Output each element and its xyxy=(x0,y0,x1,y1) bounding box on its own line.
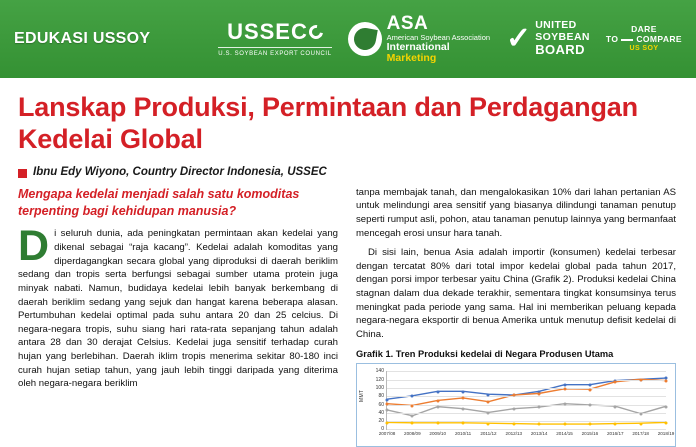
chart-data-point xyxy=(386,398,389,401)
ussec-subtitle: U.S. SOYBEAN EXPORT COUNCIL xyxy=(218,47,331,57)
chart-data-point xyxy=(614,381,617,384)
chart-x-tick: 2011/12 xyxy=(480,431,497,437)
logo-strip xyxy=(162,0,682,78)
dare-line1: DARE xyxy=(631,24,657,35)
chart-y-tick: 120 xyxy=(375,376,384,383)
chart-data-point xyxy=(512,394,515,397)
chart-y-tick: 60 xyxy=(378,401,384,408)
chart-data-point xyxy=(462,397,465,400)
chart-data-point xyxy=(411,422,414,425)
chart-x-tick: 2012/13 xyxy=(505,431,523,437)
brand-label: EDUKASI USSOY xyxy=(14,30,151,47)
byline-square-icon xyxy=(18,169,27,178)
dare-line2-compare: COMPARE xyxy=(636,33,682,44)
left-body xyxy=(18,222,338,390)
left-subheading: Mengapa kedelai menjadi salah satu komoditas terpenting bagi kehidupan manusia? xyxy=(18,186,300,218)
byline-text: Ibnu Edy Wiyono, Country Director Indonesia, USSEC xyxy=(33,165,327,178)
chart-data-point xyxy=(614,405,617,408)
chart-data-point xyxy=(639,422,642,425)
chart-data-point xyxy=(436,390,439,393)
chart-data-point xyxy=(462,422,465,425)
dare-divider-icon xyxy=(621,39,633,41)
ussec-wordmark xyxy=(227,21,323,43)
chart-y-tick: 140 xyxy=(375,368,384,375)
chart-data-point xyxy=(538,406,541,409)
chart-data-point xyxy=(436,399,439,402)
page-header xyxy=(0,0,696,78)
asa-international-text: International xyxy=(386,40,450,53)
chart-x-tick: 2017/18 xyxy=(632,431,649,437)
united-soybean-board-logo xyxy=(506,20,590,57)
chart-gridline xyxy=(387,380,666,381)
article-columns xyxy=(0,186,696,447)
chart-data-point xyxy=(563,423,566,426)
usb-line-soybean: SOYBEAN xyxy=(535,30,590,43)
chart-gridline xyxy=(387,371,666,372)
chart-data-point xyxy=(639,378,642,381)
chart-data-point xyxy=(588,423,591,426)
chart-data-point xyxy=(614,423,617,426)
asa-marketing-text: Marketing xyxy=(386,51,437,64)
chart-data-point xyxy=(411,395,414,398)
right-body xyxy=(356,186,676,342)
page-title: Lanskap Produksi, Permintaan dan Perdagangan Kedelai Global xyxy=(18,92,638,154)
chart-gridline xyxy=(387,396,666,397)
chart-x-tick: 2010/11 xyxy=(454,431,472,437)
chart-y-tick: 100 xyxy=(375,384,384,391)
chart-data-point xyxy=(563,388,566,391)
left-paragraph-1: Di seluruh dunia, ada peningkatan permintaan akan kedelai yang dikenal sebagai “raja kacang”. Kedelai adalah komoditas yang diperdagangkan secara global yang diproduksi di daerah beriklim sedang dan tropis serta berfungsi sebagai sumber utama protein juga minyak nabati. Namun, budidaya kedelai lebih banyak berkembang di daerah beriklim sedang yang sejuk dan hangat karena beberapa alasan. Pertumbuhan kedelai optimal pada suhu antara 20 dan 25 celcius. Di negara-negara tropis, suhu siang hari rata-rata sepanjang tahun adalah antara 28 dan 30 derajat Celsius. Kedelai juga sensitif terhadap curah hujan yang berlebihan. Daerah iklim tropis menerima sekitar 80-180 inci curah hujan setiap tahun, yang jauh lebih tinggi daripada yang diterima oleh negara-negara beriklim xyxy=(18,222,338,390)
chart-data-point xyxy=(436,406,439,409)
chart-x-tick: 2007/08 xyxy=(378,431,396,437)
chart-x-tick: 2018/19 xyxy=(657,431,675,437)
chart-data-point xyxy=(386,409,389,412)
chart-gridline xyxy=(387,429,666,430)
chart-data-point xyxy=(386,421,389,424)
right-paragraph-2: Di sisi lain, benua Asia adalah importir (konsumen) kedelai terbesar dengan tercatat 80% dari total impor kedelai global pada tahun 2017, dengan porsi impor terbesar yaitu China (Grafik 2). Produksi kedelai China stagnan dalam dua dekade terakhir, sementara tingkat konsumsinya terus meningkat pada periode yang sama. Hal ini memberikan peluang kepada negara-negara eksportir di benua Amerika untuk menutup defisit kedelai di China. xyxy=(356,247,676,340)
chart-data-point xyxy=(487,393,490,396)
usb-line-united: UNITED xyxy=(535,19,577,32)
chart-x-tick: 2015/16 xyxy=(581,431,599,437)
chart-line-china xyxy=(387,423,666,425)
chart-y-tick: 0 xyxy=(381,426,384,433)
asa-text-block xyxy=(387,14,490,64)
chart-data-point xyxy=(487,422,490,425)
right-paragraph-1: tanpa membajak tanah, dan mengalokasikan 10% dari lahan pertanian AS untuk melindungi area sensitif yang biasanya dilindungi tanaman penutup seperti rumput asli, pohon, atau tanaman penutup lainnya yang bermanfaat mencegah erosi unsur hara tanah. xyxy=(356,186,676,239)
chart-data-point xyxy=(462,390,465,393)
ussec-swirl-icon xyxy=(306,22,325,41)
chart-y-tick: 40 xyxy=(378,409,384,416)
chart-data-point xyxy=(588,384,591,387)
ussec-word-text: USSEC xyxy=(227,19,308,44)
dare-line2-to: TO xyxy=(605,33,619,44)
chart-data-point xyxy=(665,421,668,424)
chart-data-point xyxy=(639,413,642,416)
chart-data-point xyxy=(588,404,591,407)
chart-data-point xyxy=(588,388,591,391)
chart-x-tick: 2013/14 xyxy=(530,431,548,437)
chart-data-point xyxy=(487,411,490,414)
chart-line-argentina xyxy=(387,404,666,416)
chart-y-axis-label: MMT xyxy=(359,390,365,403)
dare-line2 xyxy=(606,35,682,45)
checkmark-icon: ✓ xyxy=(506,21,532,55)
dare-line3: US SOY xyxy=(629,44,659,52)
chart-data-point xyxy=(563,384,566,387)
chart-data-point xyxy=(462,408,465,411)
chart-data-point xyxy=(386,403,389,406)
chart-x-tick: 2016/17 xyxy=(606,431,624,437)
chart-x-tick: 2008/09 xyxy=(404,431,421,437)
chart-data-point xyxy=(411,404,414,407)
chart-data-point xyxy=(512,408,515,411)
chart-data-point xyxy=(563,403,566,406)
chart-data-point xyxy=(436,422,439,425)
chart-y-tick: 20 xyxy=(378,418,384,425)
chart-data-point xyxy=(512,423,515,426)
asa-leaf-icon xyxy=(348,22,382,56)
asa-wordmark: ASA xyxy=(386,13,429,35)
ussec-logo xyxy=(218,21,331,57)
chart-gridline xyxy=(387,388,666,389)
usb-text-block xyxy=(535,20,590,57)
chart-gridline xyxy=(387,421,666,422)
left-column xyxy=(18,186,338,447)
figure-1-caption: Grafik 1. Tren Produksi kedelai di Negara Produsen Utama xyxy=(356,349,614,360)
chart-gridline xyxy=(387,405,666,406)
chart-x-tick: 2014/15 xyxy=(556,431,573,437)
figure-1-chart xyxy=(356,363,676,447)
asa-association-text: American Soybean Association xyxy=(386,33,491,43)
byline xyxy=(0,160,696,186)
chart-data-point xyxy=(665,379,668,382)
chart-x-tick: 2009/10 xyxy=(429,431,447,437)
right-column xyxy=(356,186,676,447)
chart-y-tick: 80 xyxy=(378,393,384,400)
chart-data-point xyxy=(538,423,541,426)
chart-plot-area xyxy=(375,368,675,437)
chart-data-point xyxy=(411,415,414,418)
dare-to-compare-logo xyxy=(606,25,682,53)
chart-data-point xyxy=(538,392,541,395)
title-block xyxy=(0,78,696,160)
chart-data-point xyxy=(665,405,668,408)
usb-line-board: BOARD xyxy=(535,42,585,58)
chart-gridline xyxy=(387,413,666,414)
chart-data-point xyxy=(487,401,490,404)
asa-logo xyxy=(348,14,490,64)
